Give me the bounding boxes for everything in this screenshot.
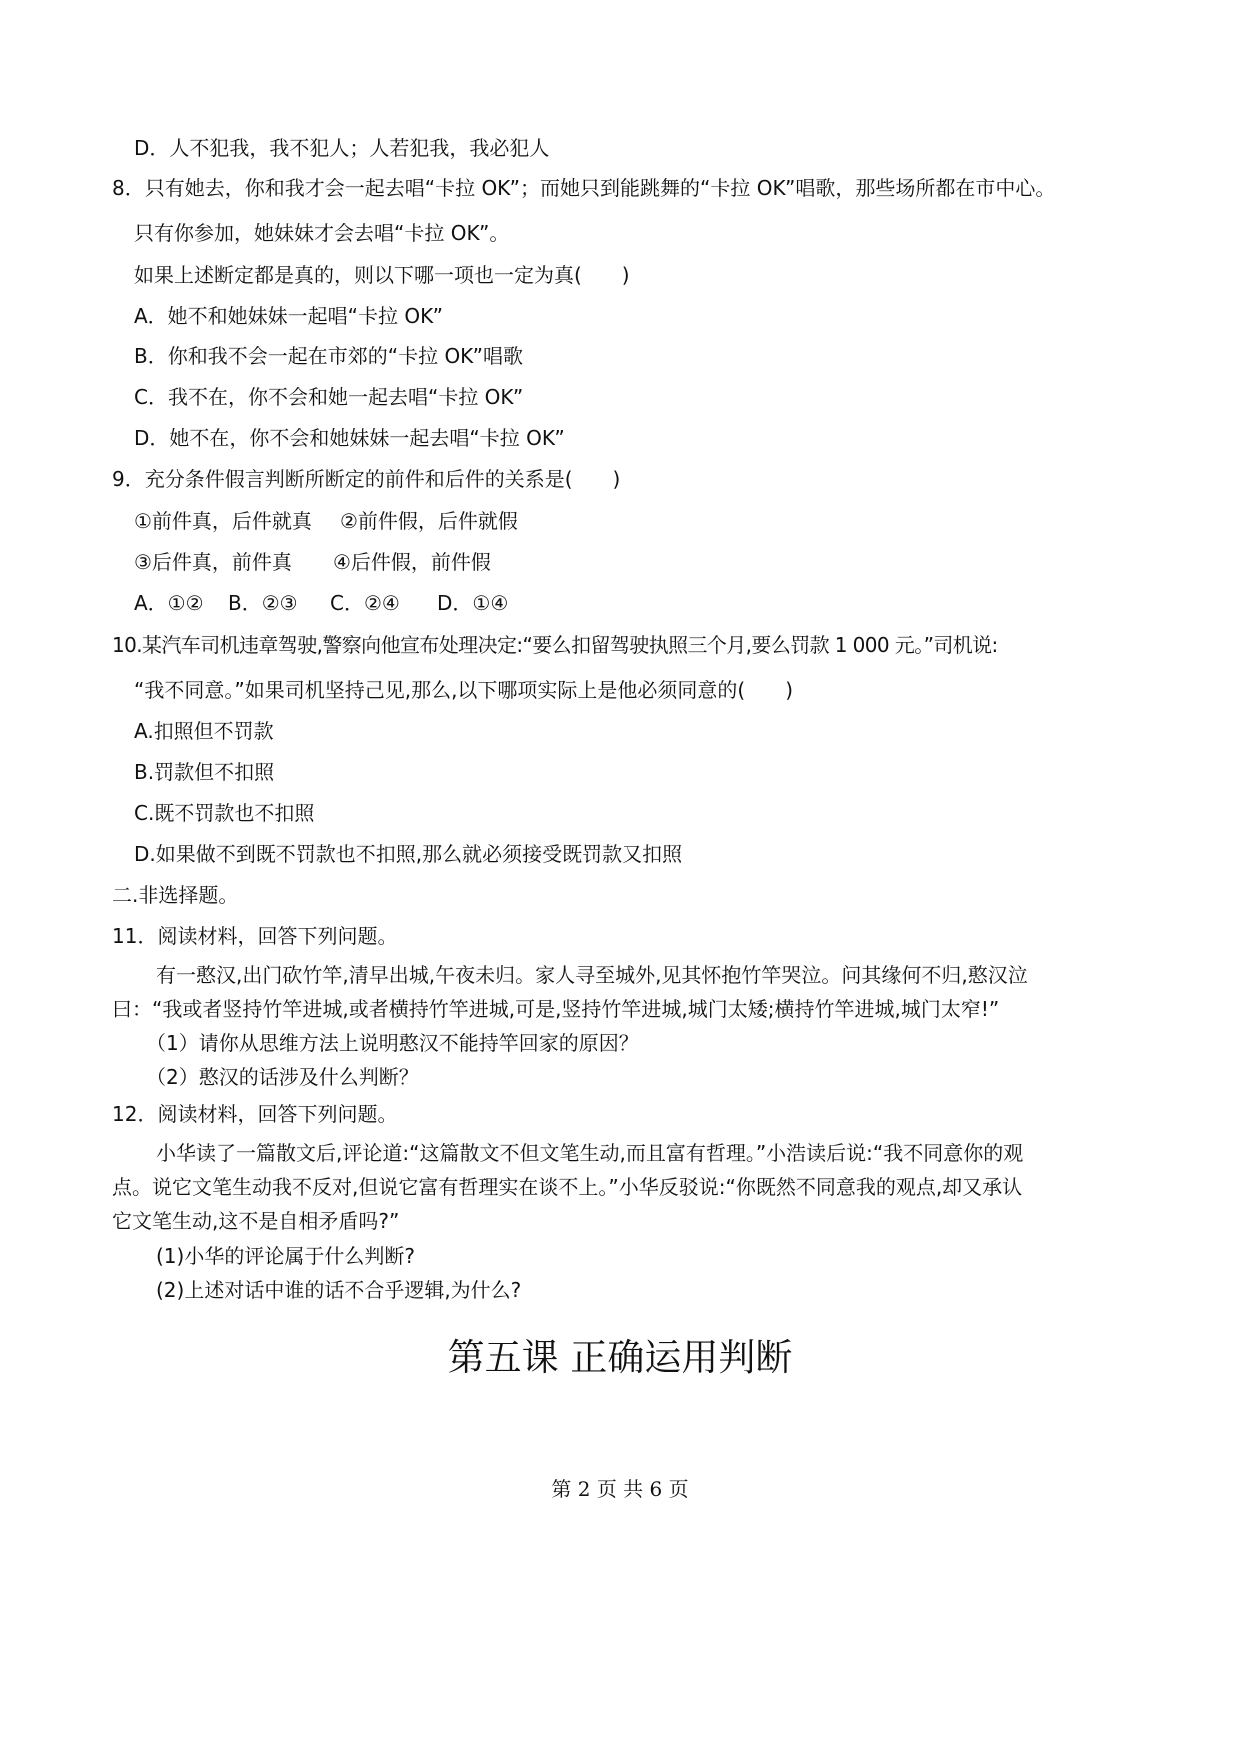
q9-item-3: ③后件真，前件真: [134, 550, 292, 574]
q7-option-d: D．人不犯我，我不犯人；人若犯我，我必犯人: [134, 136, 550, 160]
q11-subquestion-2: （2）憨汉的话涉及什么判断？: [146, 1065, 419, 1089]
q10-stem-line2: “我不同意。”如果司机坚持己见,那么,以下哪项实际上是他必须同意的( ): [134, 678, 794, 702]
q10-option-c: C.既不罚款也不扣照: [134, 801, 315, 825]
q10-stem-line1: 10.某汽车司机违章驾驶,警察向他宣布处理决定:“要么扣留驾驶执照三个月,要么罚款 1 000 元。”司机说:: [112, 633, 998, 657]
q12-material-line1: 小华读了一篇散文后,评论道:“这篇散文不但文笔生动,而且富有哲理。”小浩读后说:“我不同意你的观: [156, 1141, 1024, 1165]
q11-stem: 11．阅读材料，回答下列问题。: [112, 924, 398, 948]
q11-material-line1: 有一憨汉,出门砍竹竿,清早出城,午夜未归。家人寻至城外,见其怀抱竹竿哭泣。问其缘何不归,憨汉泣: [156, 963, 1028, 987]
q9-item-1: ①前件真，后件就真: [134, 509, 312, 533]
q10-option-b: B.罚款但不扣照: [134, 760, 275, 784]
q9-item-2: ②前件假，后件就假: [340, 509, 518, 533]
q8-option-d: D．她不在，你不会和她妹妹一起去唱“卡拉 OK”: [134, 426, 565, 450]
q9-item-4: ④后件假，前件假: [333, 550, 491, 574]
q8-stem-line3: 如果上述断定都是真的，则以下哪一项也一定为真( ): [134, 263, 630, 287]
q12-stem: 12．阅读材料，回答下列问题。: [112, 1102, 398, 1126]
q12-subquestion-1: (1)小华的评论属于什么判断?: [156, 1244, 415, 1268]
q12-material-line2: 点。说它文笔生动我不反对,但说它富有哲理实在谈不上。”小华反驳说:“你既然不同意我的观点,却又承认: [112, 1175, 1023, 1199]
q10-option-d: D.如果做不到既不罚款也不扣照,那么就必须接受既罚款又扣照: [134, 842, 683, 866]
q9-option-c: C．②④: [330, 591, 400, 615]
section-2-title: 二.非选择题。: [112, 883, 239, 907]
q8-option-c: C．我不在，你不会和她一起去唱“卡拉 OK”: [134, 385, 524, 409]
q9-stem: 9．充分条件假言判断所断定的前件和后件的关系是( ): [112, 467, 621, 491]
q8-stem-line1: 8．只有她去，你和我才会一起去唱“卡拉 OK”；而她只到能跳舞的“卡拉 OK”唱歌，那些场所都在市中心。: [112, 176, 1056, 200]
q9-option-a: A．①②: [134, 591, 204, 615]
q11-subquestion-1: （1）请你从思维方法上说明憨汉不能持竿回家的原因？: [146, 1031, 639, 1055]
q12-subquestion-2: (2)上述对话中谁的话不合乎逻辑,为什么?: [156, 1278, 522, 1302]
q12-material-line3: 它文笔生动,这不是自相矛盾吗?”: [112, 1209, 400, 1233]
q9-option-d: D．①④: [437, 591, 509, 615]
page-footer: 第 2 页 共 6 页: [551, 1477, 689, 1501]
q10-option-a: A.扣照但不罚款: [134, 719, 274, 743]
lesson-heading: 第五课 正确运用判断: [447, 1336, 793, 1379]
q8-stem-line2: 只有你参加，她妹妹才会去唱“卡拉 OK”。: [134, 221, 510, 245]
q11-material-line2: 曰：“我或者竖持竹竿进城,或者横持竹竿进城,可是,竖持竹竿进城,城门太矮;横持竹竿进城,城门太窄!”: [112, 997, 1000, 1021]
q8-option-a: A．她不和她妹妹一起唱“卡拉 OK”: [134, 304, 444, 328]
q9-option-b: B．②③: [228, 591, 298, 615]
q8-option-b: B．你和我不会一起在市郊的“卡拉 OK”唱歌: [134, 344, 524, 368]
